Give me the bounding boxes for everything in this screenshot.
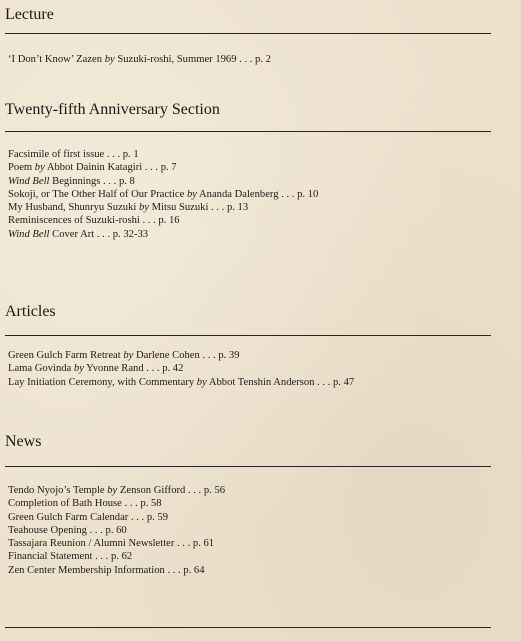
- byline-word: by: [186, 188, 197, 200]
- byline-word: by: [73, 363, 84, 375]
- bottom-rule: [5, 627, 491, 628]
- entry-list: [8, 349, 354, 389]
- contents-entry: [8, 537, 225, 550]
- entry-text: Suzuki-roshi, Summer 1969 . . . p. 2: [114, 54, 271, 65]
- entry-text: Lay Initiation Ceremony, with Commentary: [8, 376, 197, 388]
- entry-text: Zen Center Membership Information . . . p. 64: [8, 564, 205, 576]
- section-heading: Lecture: [5, 6, 54, 23]
- byline-word: by: [138, 202, 149, 214]
- section-rule: [5, 131, 491, 132]
- section-heading: Articles: [5, 303, 56, 320]
- contents-entry: [8, 201, 318, 214]
- entry-text: Teahouse Opening . . . p. 60: [8, 524, 127, 536]
- entry-text: Completion of Bath House . . . p. 58: [8, 498, 162, 510]
- entry-text: Beginnings . . . p. 8: [49, 175, 135, 187]
- entry-text: Green Gulch Farm Retreat: [8, 350, 124, 361]
- contents-entry: [8, 349, 354, 362]
- contents-entry: [8, 175, 318, 188]
- entry-text: ‘I Don’t Know’ Zazen: [8, 54, 105, 65]
- section-heading: News: [5, 433, 42, 450]
- byline-word: by: [196, 376, 207, 388]
- entry-list: [8, 53, 271, 66]
- section-heading: Twenty-fifth Anniversary Section: [5, 101, 220, 118]
- entry-text: Zenson Gifford . . . p. 56: [117, 485, 226, 496]
- contents-entry: [8, 376, 354, 389]
- byline-word: by: [123, 350, 134, 361]
- contents-entry: [8, 550, 225, 563]
- section-rule: [5, 335, 491, 336]
- publication-title: Wind Bell: [8, 228, 50, 240]
- byline-word: by: [104, 54, 115, 65]
- entry-text: Yvonne Rand . . . p. 42: [83, 363, 184, 375]
- entry-text: Darlene Cohen . . . p. 39: [133, 350, 240, 361]
- entry-text: Financial Statement . . . p. 62: [8, 551, 133, 563]
- entry-text: Reminiscences of Suzuki-roshi . . . p. 16: [8, 215, 180, 227]
- contents-entry: [8, 484, 225, 497]
- entry-text: Tassajara Reunion / Alumni Newsletter . . . p. 61: [8, 538, 215, 550]
- contents-entry: [8, 228, 318, 241]
- entry-text: My Husband, Shunryu Suzuki: [8, 202, 139, 214]
- contents-entry: [8, 148, 318, 161]
- contents-entry: [8, 511, 225, 524]
- entry-list: [8, 484, 225, 577]
- entry-list: [8, 148, 318, 241]
- contents-entry: [8, 564, 225, 577]
- contents-entry: [8, 362, 354, 375]
- byline-word: by: [34, 162, 45, 174]
- contents-entry: [8, 188, 318, 201]
- section-rule: [5, 466, 491, 467]
- entry-text: Poem: [8, 162, 35, 174]
- contents-entry: [8, 161, 318, 174]
- contents-entry: [8, 214, 318, 227]
- contents-entry: [8, 524, 225, 537]
- entry-text: Tendo Nyojo’s Temple: [8, 485, 108, 496]
- publication-title: Wind Bell: [8, 175, 50, 187]
- entry-text: Mitsu Suzuki . . . p. 13: [148, 202, 249, 214]
- entry-text: Cover Art . . . p. 32-33: [49, 228, 149, 240]
- byline-word: by: [107, 485, 118, 496]
- entry-text: Facsimile of first issue . . . p. 1: [8, 149, 139, 160]
- contents-entry: [8, 497, 225, 510]
- entry-text: Abbot Tenshin Anderson . . . p. 47: [206, 376, 355, 388]
- entry-text: Green Gulch Farm Calendar . . . p. 59: [8, 511, 169, 523]
- entry-text: Abbot Dainin Katagiri . . . p. 7: [44, 162, 177, 174]
- contents-entry: [8, 53, 271, 66]
- entry-text: Ananda Dalenberg . . . p. 10: [196, 188, 319, 200]
- section-rule: [5, 33, 491, 34]
- entry-text: Sokoji, or The Other Half of Our Practice: [8, 188, 187, 200]
- entry-text: Lama Govinda: [8, 363, 74, 375]
